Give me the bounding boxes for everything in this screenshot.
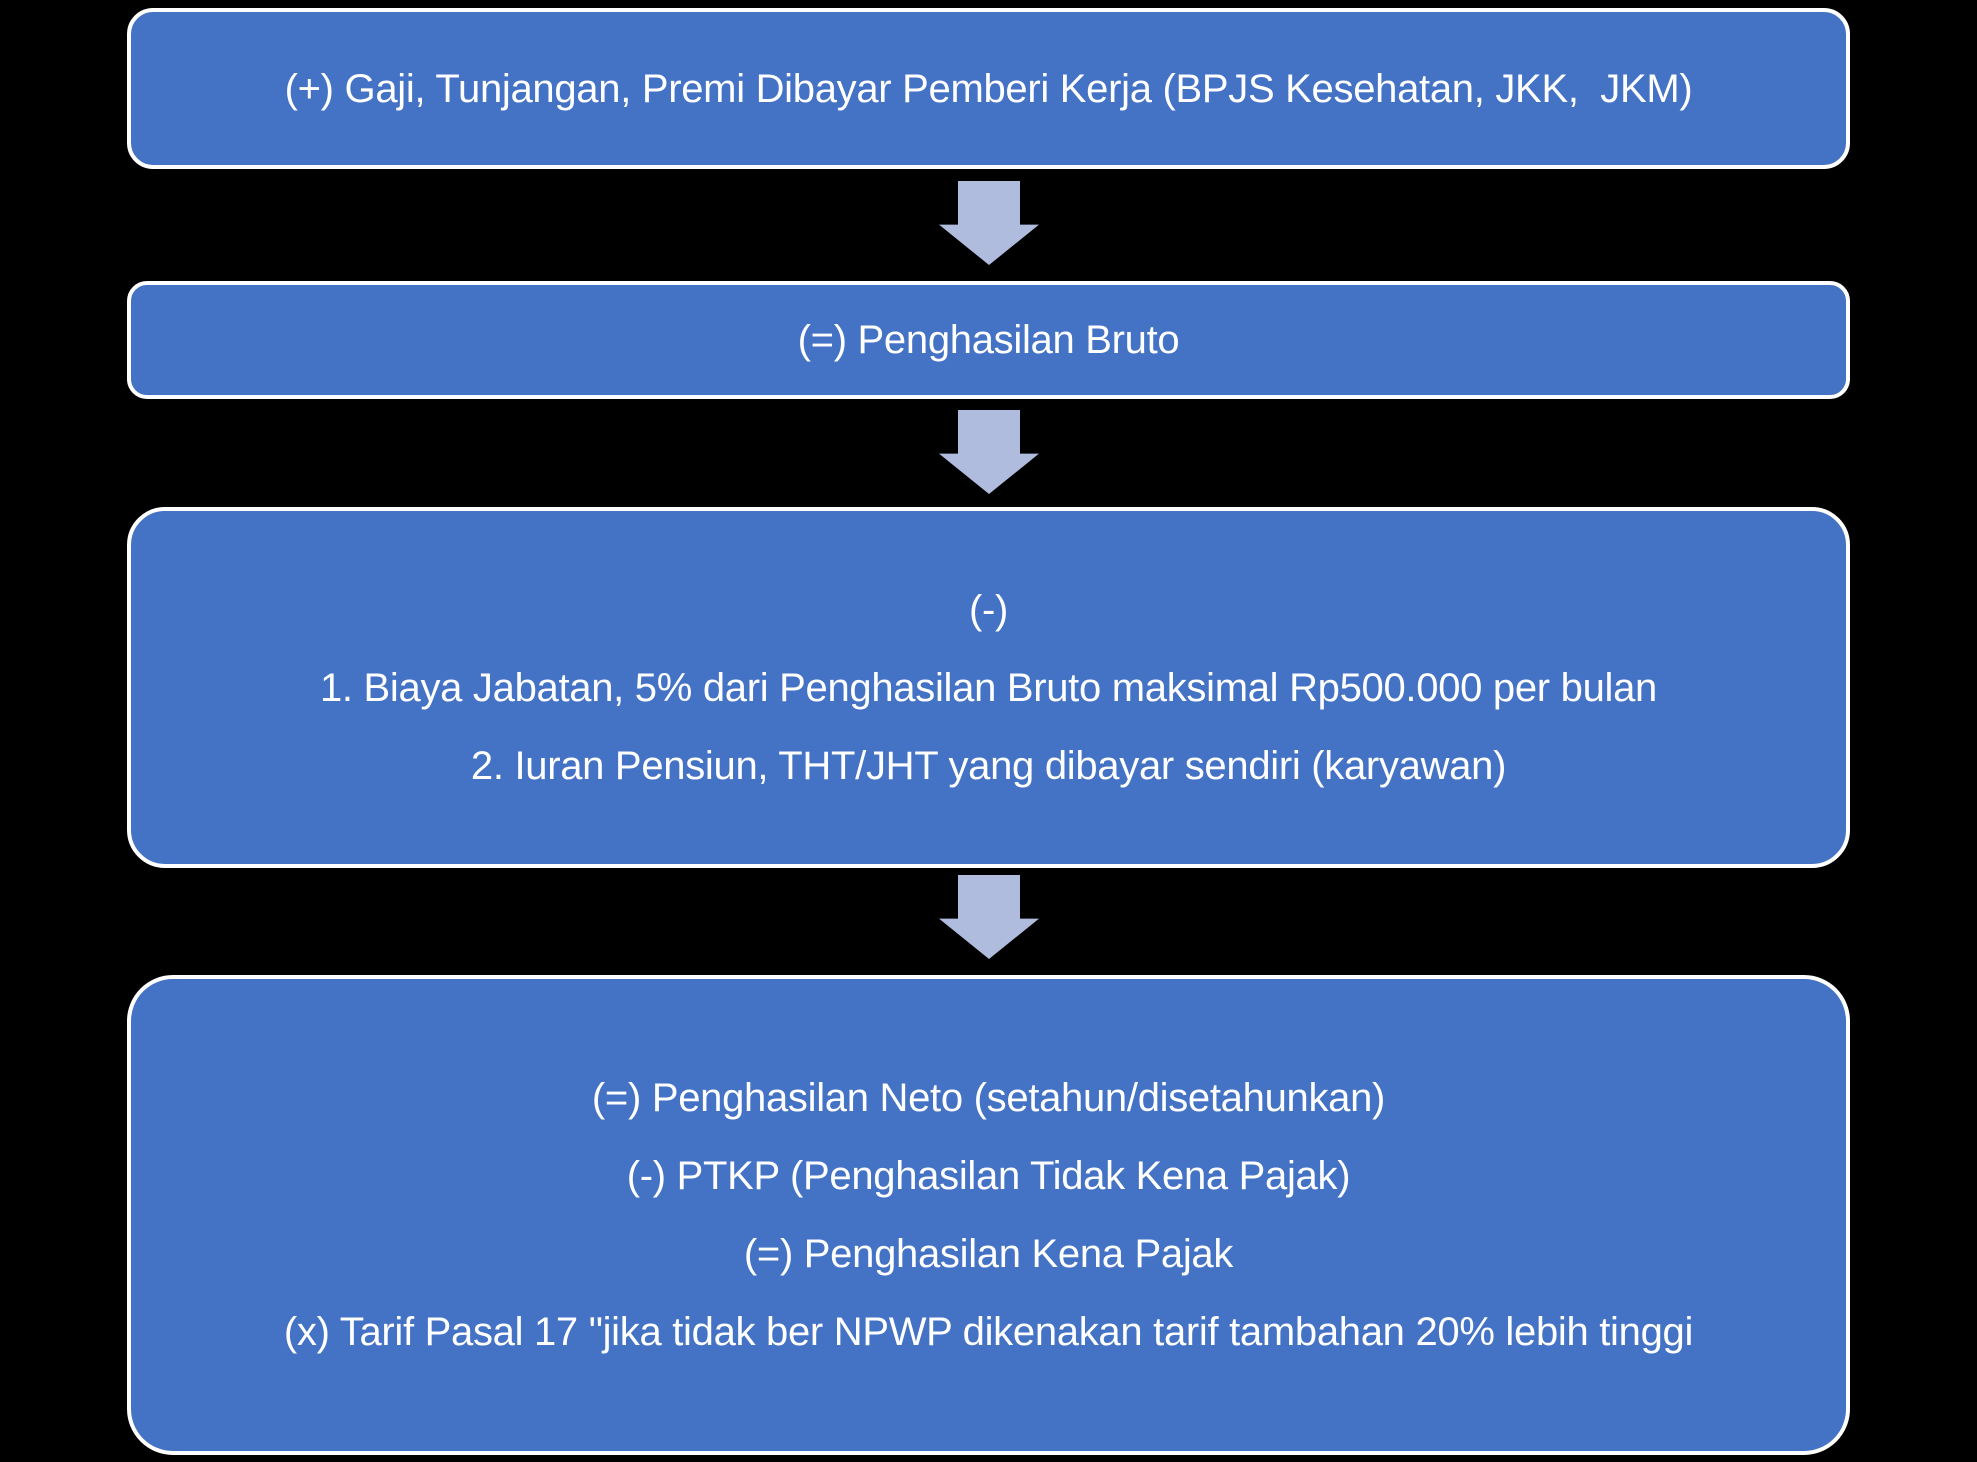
box-deductions-minus-sign: (-) (968, 587, 1009, 632)
box-gross-income-components-text: (+) Gaji, Tunjangan, Premi Dibayar Pemberi Kerja (BPJS Kesehatan, JKK, JKM) (284, 66, 1693, 111)
box-penghasilan-bruto-text: (=) Penghasilan Bruto (797, 318, 1180, 362)
box-penghasilan-bruto (127, 281, 1850, 399)
down-arrow-3-icon (939, 875, 1039, 959)
box-deductions-item-2: 2. Iuran Pensiun, THT/JHT yang dibayar sendiri (karyawan) (470, 743, 1507, 788)
box-taxable-income-line-neto: (=) Penghasilan Neto (setahun/disetahunkan) (591, 1076, 1386, 1120)
down-arrow-2-icon (939, 410, 1039, 494)
box-gross-income-components (127, 8, 1850, 169)
box-taxable-income-line-kena-pajak: (=) Penghasilan Kena Pajak (743, 1232, 1234, 1276)
box-taxable-income-calculation (127, 975, 1850, 1455)
box-taxable-income-line-tarif: (x) Tarif Pasal 17 "jika tidak ber NPWP dikenakan tarif tambahan 20% lebih tinggi (283, 1310, 1694, 1354)
box-deductions (127, 507, 1850, 868)
box-deductions-item-1: 1. Biaya Jabatan, 5% dari Penghasilan Bruto maksimal Rp500.000 per bulan (319, 665, 1657, 710)
box-taxable-income-line-ptkp: (-) PTKP (Penghasilan Tidak Kena Pajak) (626, 1154, 1351, 1198)
down-arrow-1-icon (939, 181, 1039, 265)
